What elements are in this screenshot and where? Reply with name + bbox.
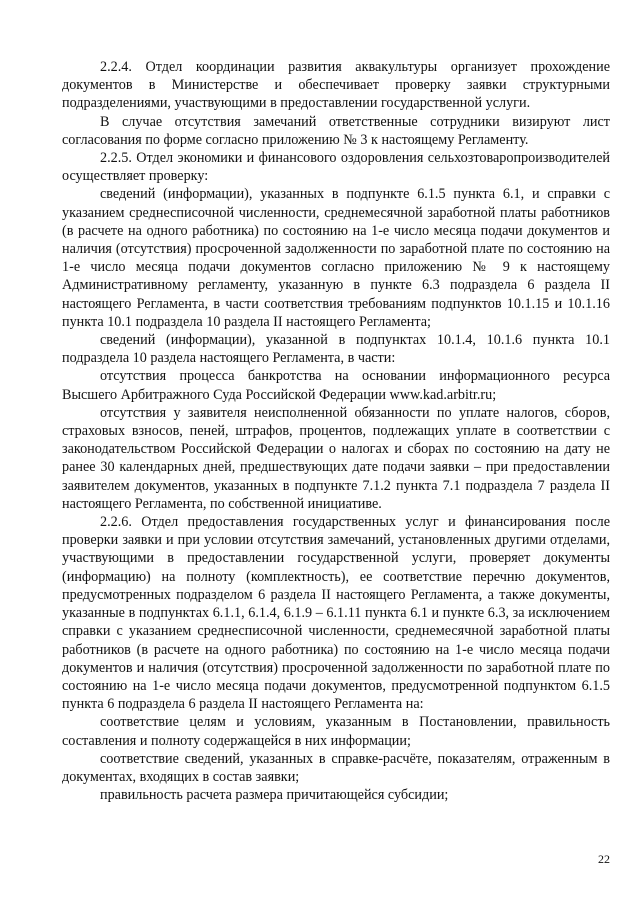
paragraph-goals-compliance: соответствие целям и условиям, указанным в Постановлении, правильность составления и полноту содержащейся в них информации;: [62, 714, 610, 749]
paragraph-2-2-4: 2.2.4. Отдел координации развития аквакультуры организует прохождение документов в Министерстве и обеспечивает проверку заявки структурными подразделениями, участвующими в предоставлении государственной услуги.: [62, 59, 610, 112]
paragraph-bankruptcy: отсутствия процесса банкротства на основании информационного ресурса Высшего Арбитражного Суда Российской Федерации www.kad.arbitr.ru;: [62, 368, 610, 403]
paragraph-employee-info-check: сведений (информации), указанных в подпункте 6.1.5 пункта 6.1, и справки с указанием среднесписочной численности, среднемесячной заработной платы работников (в расчете на одного работника) по состоянию на 1-е число месяца подачи документов и наличия (отсутствия) просроченной задолженности по заработной плате по состоянию на 1-е число месяца подачи документов согласно приложению № 9 к настоящему Административному регламенту, указанную в пункте 6.3 подраздела 6 раздела II настоящего Регламента, в части соответствия требованиям подпунктов 10.1.15 и 10.1.16 пункта 10.1 подраздела 10 раздела II настоящего Регламента;: [62, 186, 610, 330]
paragraph-calculation-compliance: соответствие сведений, указанных в справке-расчёте, показателям, отраженным в документах, входящих в состав заявки;: [62, 750, 610, 785]
paragraph-subsidy-calculation: правильность расчета размера причитающейся субсидии;: [100, 787, 449, 804]
page-number: 22: [598, 852, 610, 866]
paragraph-tax-obligations: отсутствия у заявителя неисполненной обязанности по уплате налогов, сборов, страховых взносов, пеней, штрафов, процентов, подлежащих уплате в соответствии с законодательством Российской Федерации о налогах и сборах по состоянию на дату не ранее 30 календарных дней, предшествующих дате подачи заявки – при предоставлении заявителем документов, указанных в подпункте 7.1.2 пункта 7.1 подраздела 7 раздела II настоящего Регламента, по собственной инициативе.: [62, 404, 610, 512]
paragraph-2-2-6: 2.2.6. Отдел предоставления государственных услуг и финансирования после проверки заявки и при условии отсутствия замечаний, установленных другими отделами, участвующими в предоставлении государственной услуги, проверяет документы (информацию) на полноту (комплектность), ее соответствие перечню документов, предусмотренных подразделом 6 раздела II настоящего Регламента, а также документы, указанные в подпунктах 6.1.1, 6.1.4, 6.1.9 – 6.1.11 пункта 6.1 и пункте 6.3, за исключением справки с указанием среднесписочной численности, среднемесячной заработной платы работников (в расчете на одного работника) по состоянию на 1-е число месяца подачи документов и наличия (отсутствия) просроченной задолженности по заработной плате по состоянию на 1-е число месяца подачи документов, предусмотренной подпунктом 6.1.5 пункта 6 подраздела 6 раздела II настоящего Регламента на:: [62, 514, 610, 713]
document-body: [62, 58, 610, 804]
paragraph-approval-sheet: В случае отсутствия замечаний ответственные сотрудники визируют лист согласования по форме согласно приложению № 3 к настоящему Регламенту.: [62, 113, 610, 148]
paragraph-subpoints-check: сведений (информации), указанной в подпунктах 10.1.4, 10.1.6 пункта 10.1 подраздела 10 раздела настоящего Регламента, в части:: [62, 332, 610, 367]
paragraph-2-2-5: 2.2.5. Отдел экономики и финансового оздоровления сельхозтоваропроизводителей осуществляет проверку:: [62, 150, 610, 185]
